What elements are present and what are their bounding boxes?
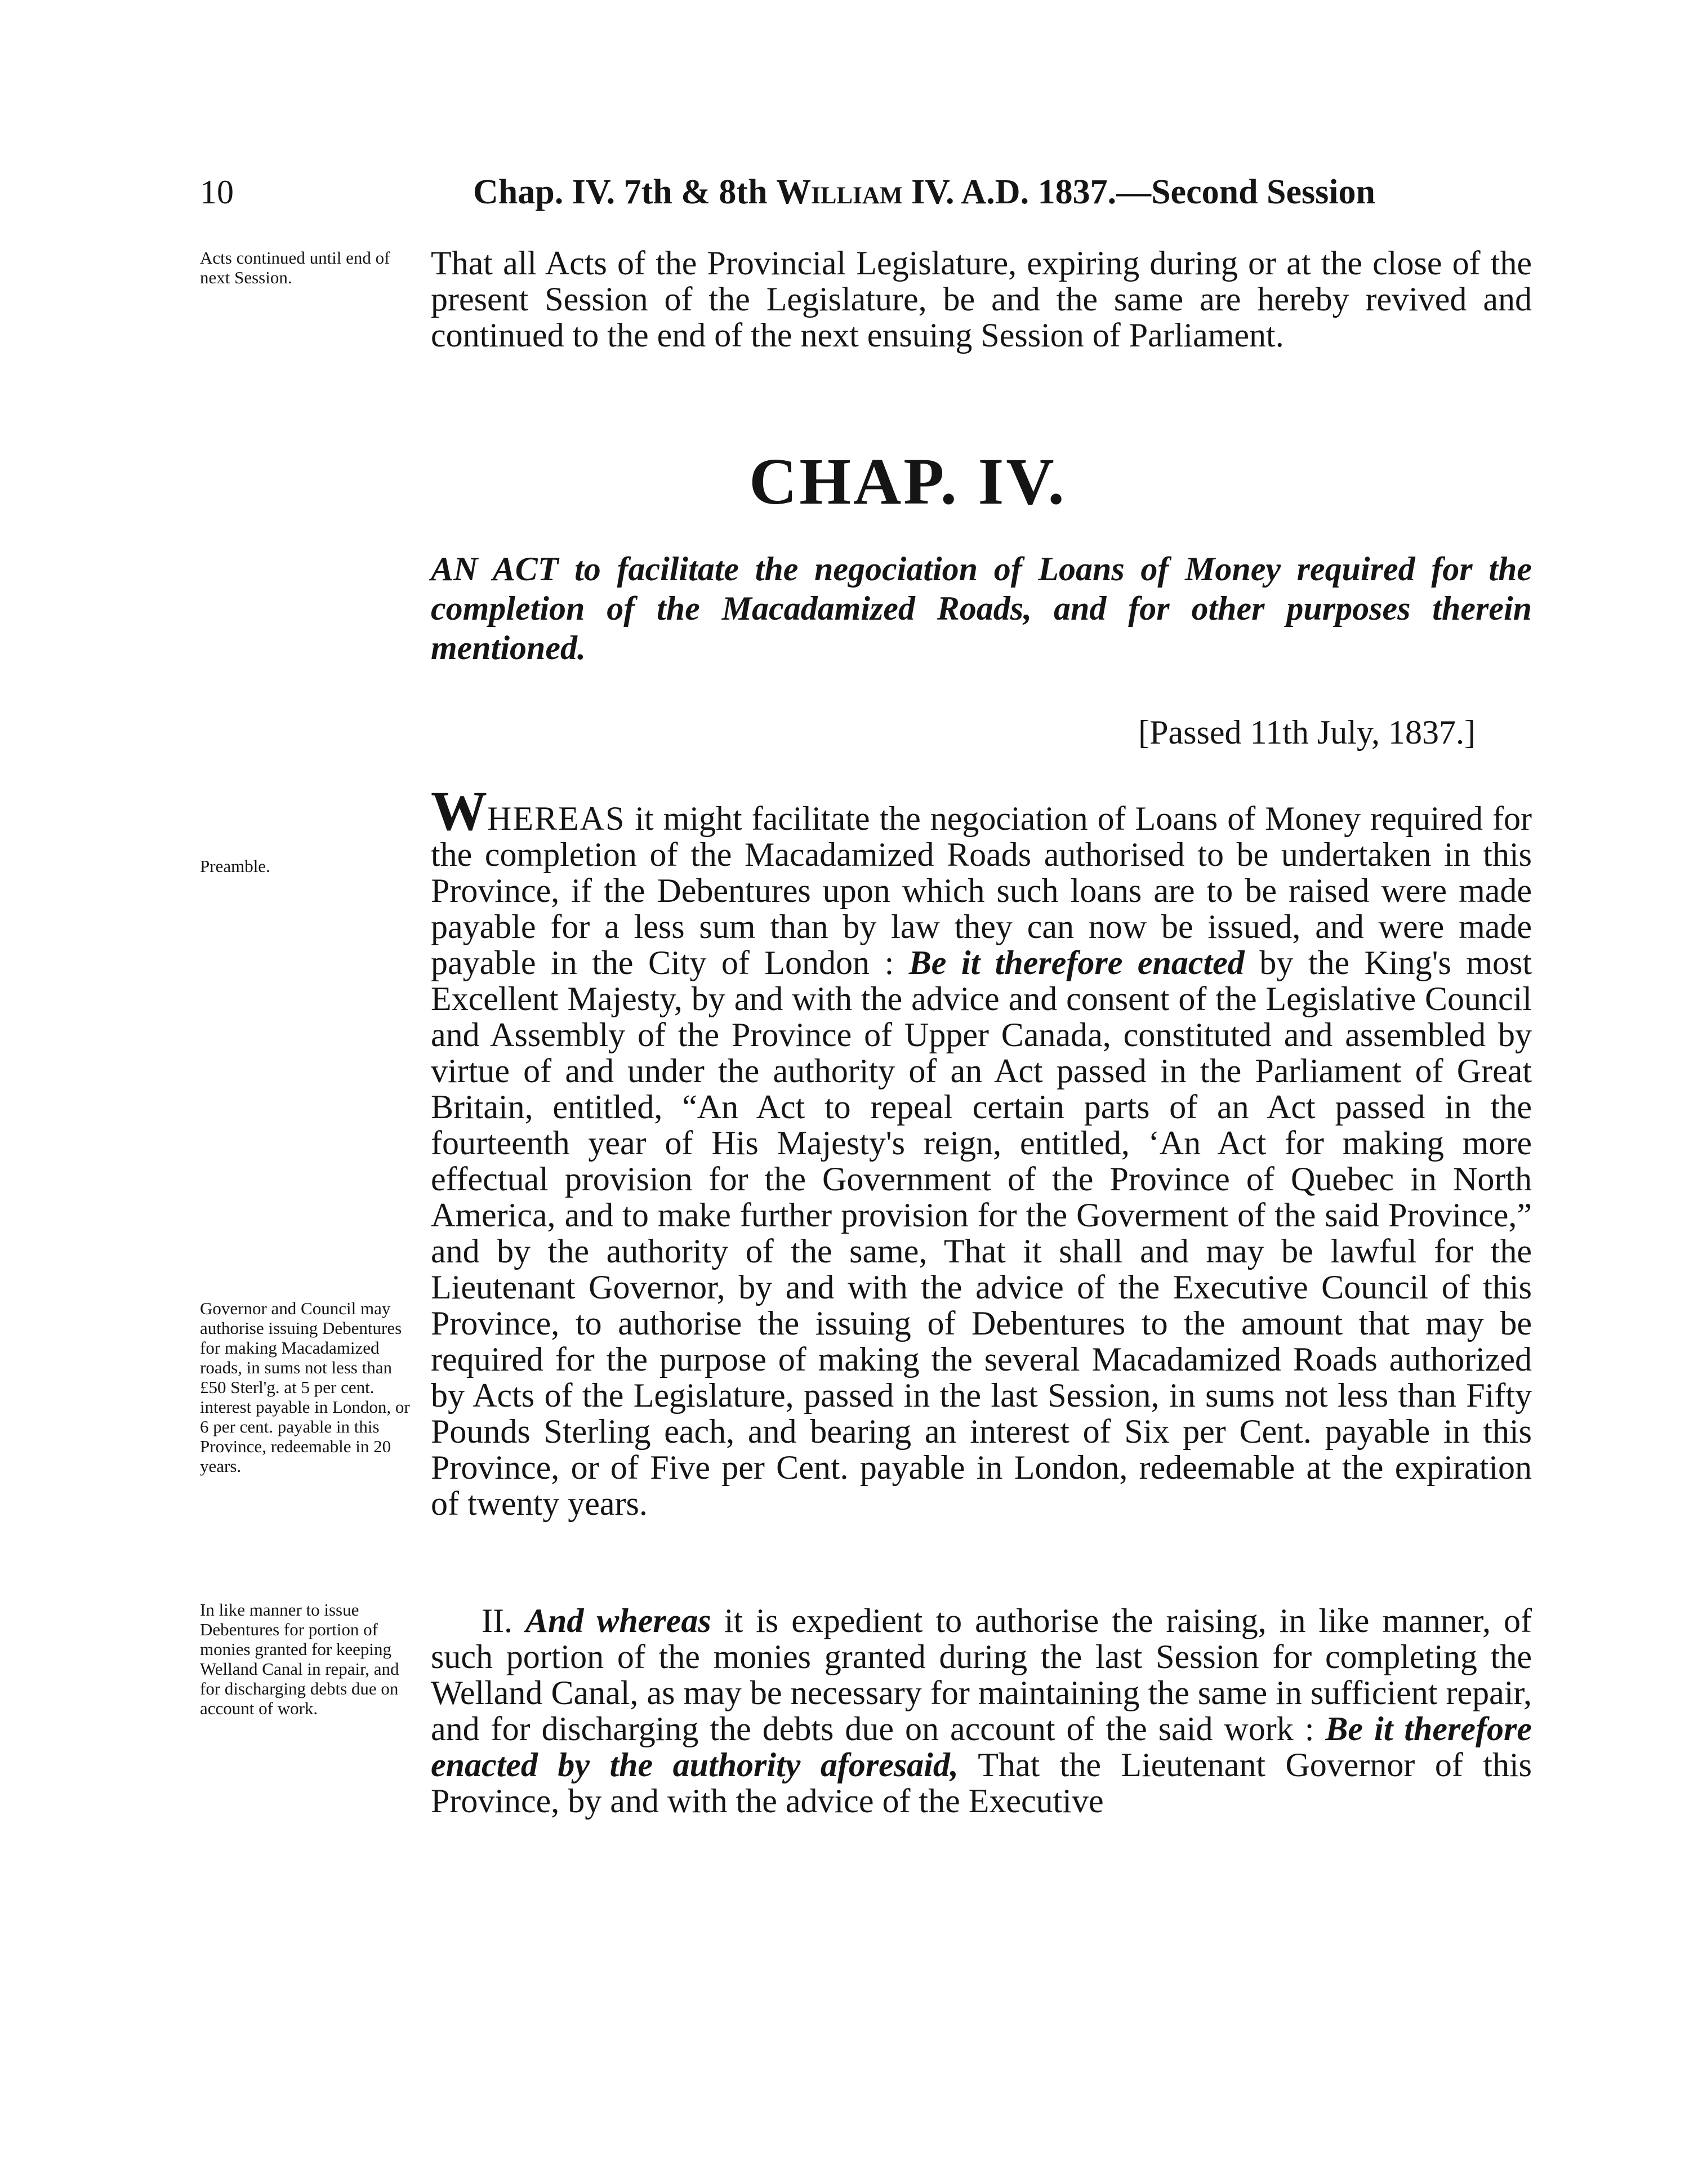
margin-note-governor-council: Governor and Council may authorise issuing Debentures for making Macadamized roads, in sums not less than £50 Sterl'g. at 5 per cent. interest payable in London, or 6 per cent. payable in this Province, redeemable in 20 years. — [200, 1298, 410, 1476]
section-2-numeral: II. — [482, 1602, 525, 1639]
section-2-text-2: That the Lieutenant Governor of this Province, by and with the advice of the Executive — [431, 1746, 1532, 1820]
preamble-paragraph — [431, 780, 1532, 1522]
preamble-text-1: it might facilitate the negociation of Loans of Money required for the completion of the Macadamized Roads authorised to be undertaken in this Province, if the Debentures upon which such loans are to be raised were made payable for a less sum than by law they can now be issued, and were made payable in the City of London : — [431, 800, 1532, 981]
section-2-italic-1: And whereas — [525, 1602, 711, 1639]
running-head — [473, 172, 1490, 212]
preamble-first-word: HEREAS — [487, 800, 626, 837]
preamble-text-2: by the King's most Excellent Majesty, by and with the advice and consent of the Legislative Council and Assembly of the Province of Upper Canada, constituted and assembled by virtue of and under the authority of an Act passed in the Parliament of Great Britain, entitled, “An Act to repeal certain parts of an Act passed in the fourteenth year of His Majesty's reign, entitled, ‘An Act for making more effectual provision for the Government of the Province of Quebec in North America, and to make further provision for the Goverment of the said Province,” and by the authority of the same, That it shall and may be lawful for the Lieutenant Governor, by and with the advice of the Executive Council of this Province, to authorise the issuing of Debentures to the amount that may be required for the purpose of making the several Macadamized Roads authorized by Acts of the Legislature, passed in the last Session, in sums not less than Fifty Pounds Sterling each, and bearing an interest of Six per Cent. payable in this Province, or of Five per Cent. payable in London, redeemable at the expiration of twenty years. — [431, 944, 1532, 1522]
section-2-italic-2: Be it therefore enacted by the authority aforesaid, — [431, 1710, 1532, 1783]
drop-cap: W — [431, 780, 487, 842]
act-title: AN ACT to facilitate the negociation of Loans of Money required for the completion of the Macadamized Roads, and for other purposes therein mentioned. — [431, 550, 1532, 666]
page-number: 10 — [200, 174, 234, 211]
running-head-suffix: IV. A.D. 1837.—Second Session — [902, 173, 1376, 211]
running-head-name: William — [776, 173, 903, 211]
margin-note-preamble: Preamble. — [200, 856, 270, 876]
running-head-prefix: Chap. IV. 7th & 8th — [473, 173, 777, 211]
margin-note-acts-continued: Acts continued until end of next Session. — [200, 248, 390, 287]
preamble-enacting-clause: Be it therefore enacted — [908, 944, 1245, 981]
passed-date: [Passed 11th July, 1837.] — [1138, 714, 1476, 751]
margin-note-welland: In like manner to issue Debentures for portion of monies granted for keeping Welland Canal in repair, and for discharging debts due on account of work. — [200, 1600, 399, 1718]
section-2-text-1: it is expedient to authorise the raising, in like manner, of such portion of the monies granted during the last Session for completing the Welland Canal, as may be necessary for maintaining the same in sufficient repair, and for discharging the debts due on account of the said work : — [431, 1602, 1532, 1747]
continued-clause: That all Acts of the Provincial Legislature, expiring during or at the close of the present Session of the Legislature, be and the same are hereby revived and continued to the end of the next ensuing Session of Parliament. — [431, 244, 1532, 354]
chapter-heading: CHAP. IV. — [749, 444, 1067, 518]
section-2-paragraph — [431, 1603, 1532, 1819]
